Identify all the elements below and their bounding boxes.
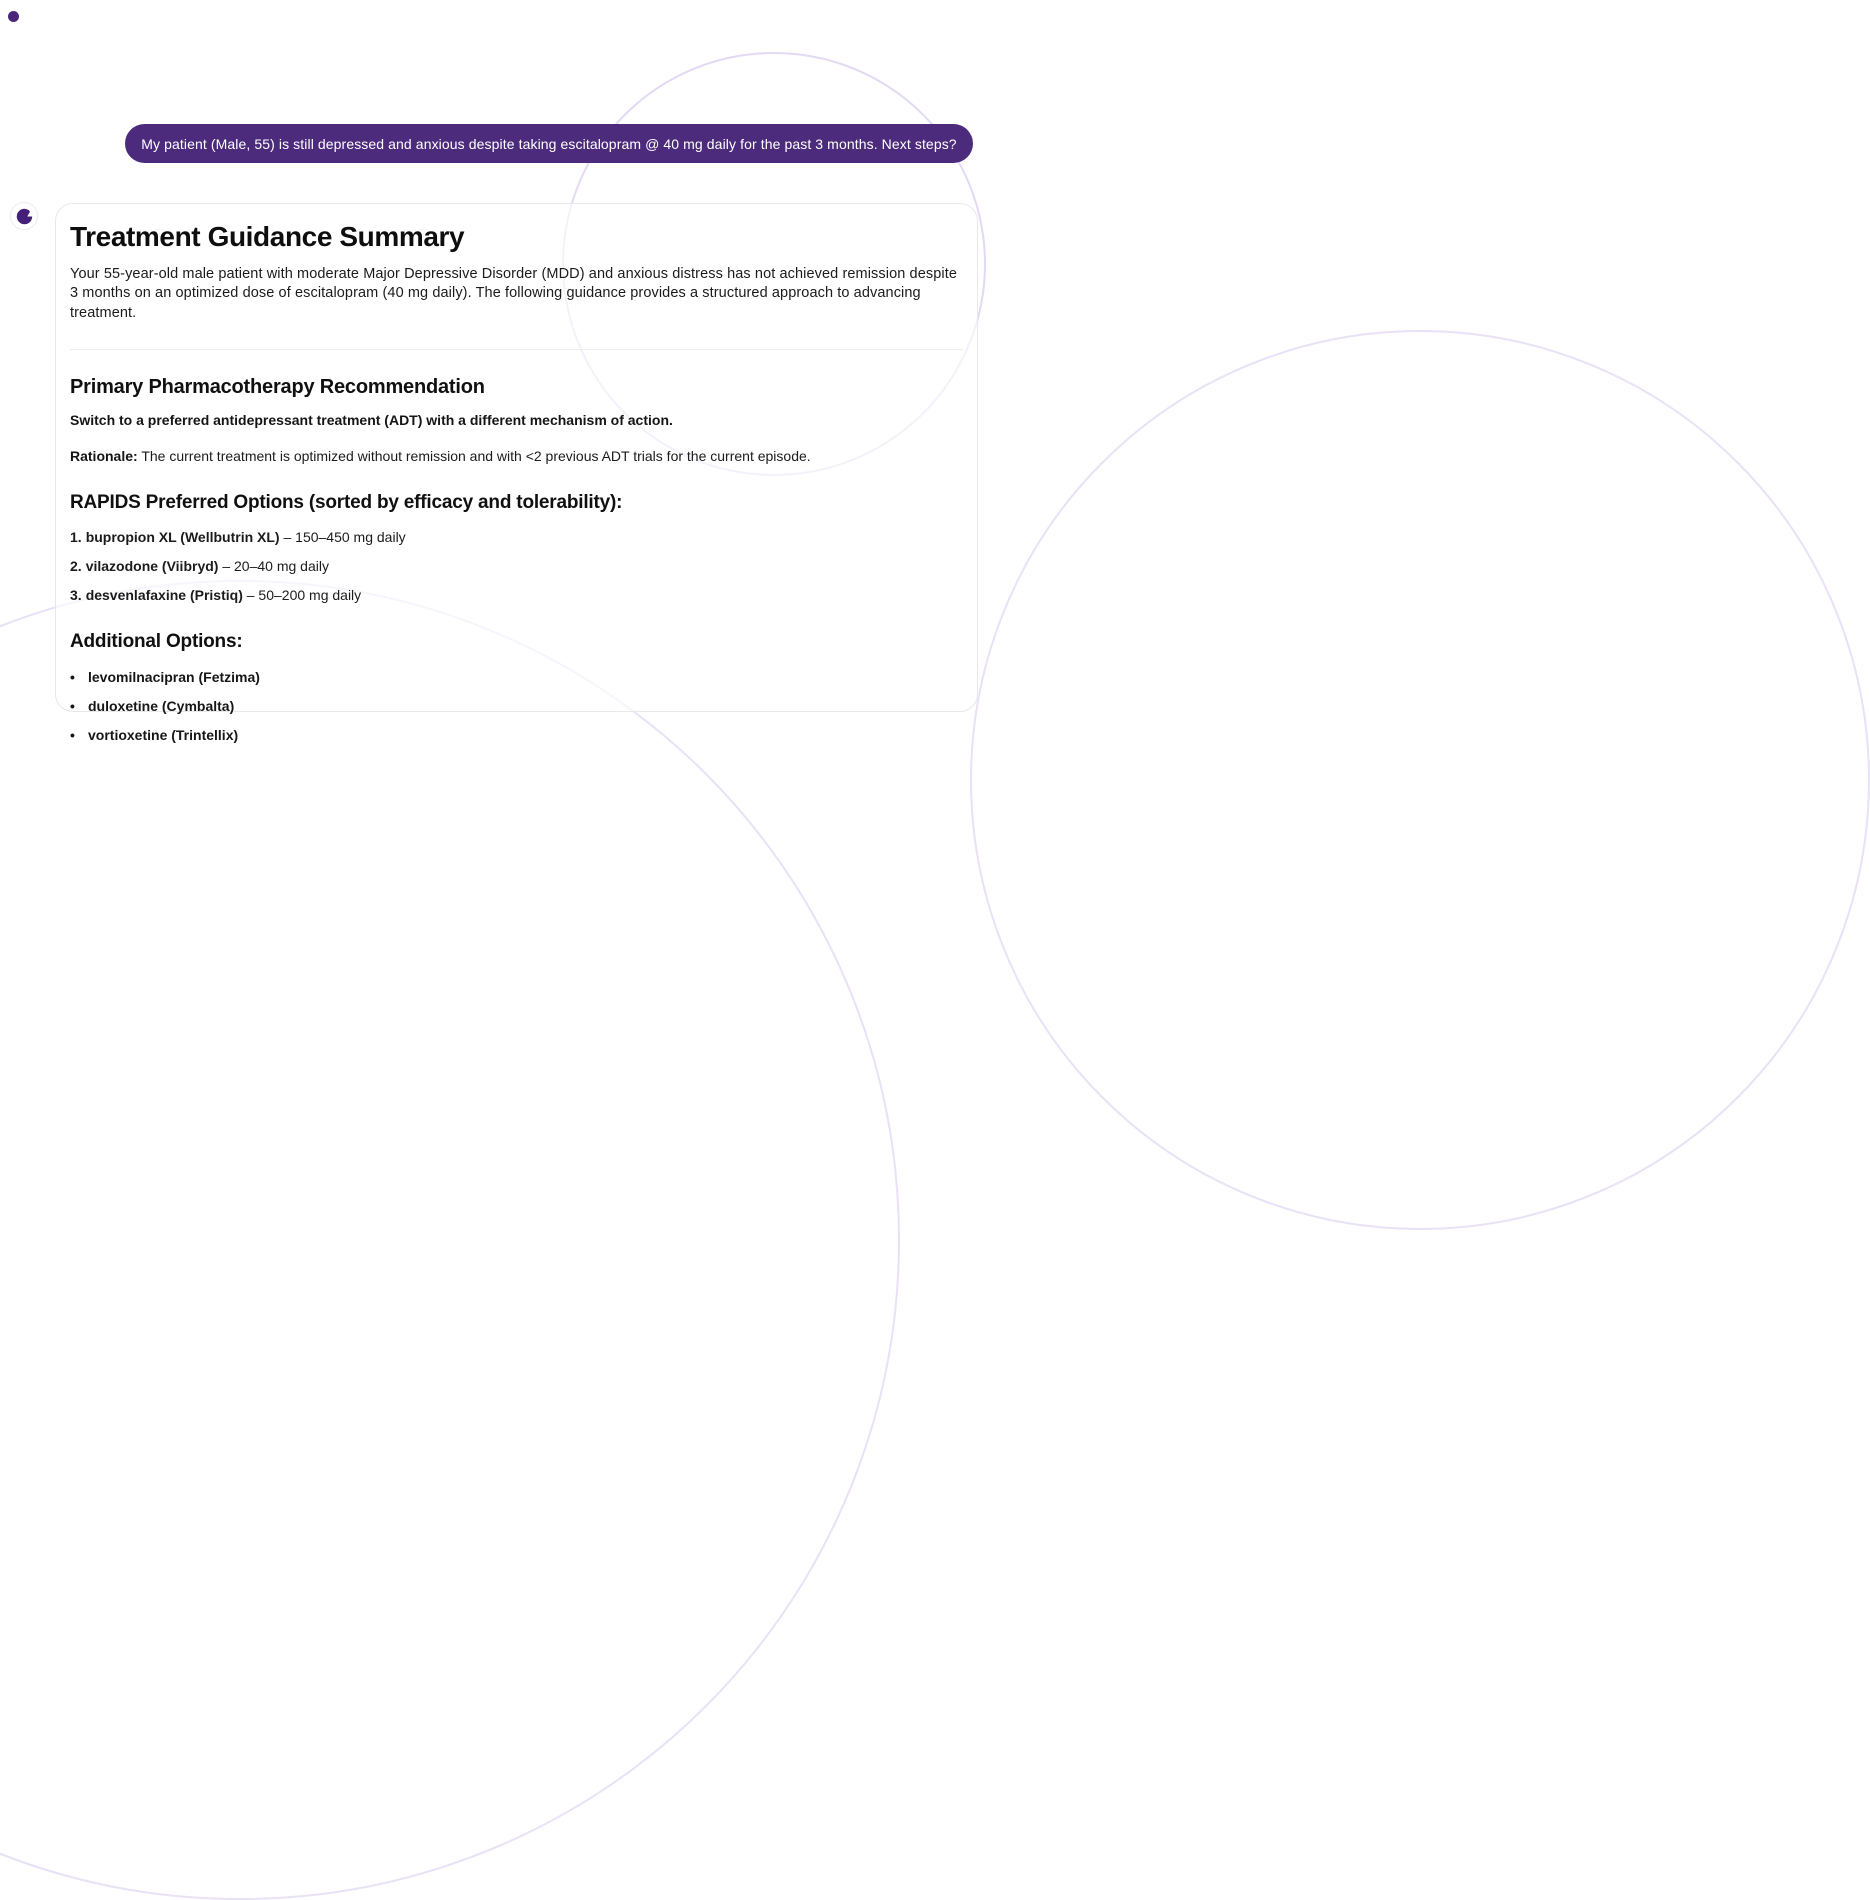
drug-name: desvenlafaxine (Pristiq) [85, 586, 243, 603]
drug-dose: – 20–40 mg daily [218, 557, 329, 574]
option-number: 2. [70, 557, 82, 574]
brand-dot-icon [8, 11, 19, 22]
assistant-logo-icon [16, 208, 33, 225]
section-divider [70, 349, 963, 350]
bullet-icon: • [70, 697, 75, 714]
list-item [70, 558, 963, 574]
drug-dose: – 150–450 mg daily [279, 528, 406, 545]
rationale-label: Rationale: [70, 447, 138, 464]
card-title: Treatment Guidance Summary [70, 221, 465, 252]
rapids-options-list [70, 529, 963, 603]
drug-name: vilazodone (Viibryd) [85, 557, 219, 574]
drug-name: bupropion XL (Wellbutrin XL) [85, 528, 280, 545]
additional-options-heading: Additional Options: [70, 630, 243, 652]
switch-recommendation-text: Switch to a preferred antidepressant treatment (ADT) with a different mechanism of action. [70, 411, 673, 428]
list-item [70, 587, 963, 603]
drug-name: vortioxetine (Trintellix) [88, 726, 239, 743]
rapids-options-heading: RAPIDS Preferred Options (sorted by efficacy and tolerability): [70, 491, 623, 513]
treatment-guidance-card [55, 203, 978, 743]
background-arc-decoration [0, 580, 900, 1900]
drug-name: duloxetine (Cymbalta) [88, 697, 235, 714]
assistant-avatar [10, 202, 38, 230]
primary-recommendation-heading: Primary Pharmacotherapy Recommendation [70, 375, 485, 398]
rationale-text: The current treatment is optimized without remission and with <2 previous ADT trials for the current episode. [137, 447, 811, 464]
bullet-icon: • [70, 668, 75, 685]
list-item [70, 727, 963, 743]
user-message-text: My patient (Male, 55) is still depressed and anxious despite taking escitalopram @ 40 mg daily for the past 3 months. Next steps? [141, 135, 957, 152]
chat-page [0, 0, 990, 830]
drug-dose: – 50–200 mg daily [242, 586, 362, 603]
user-message-bubble [125, 124, 973, 163]
intro-paragraph: Your 55-year-old male patient with moderate Major Depressive Disorder (MDD) and anxious distress has not achieved remission despite 3 months on an optimized dose of escitalopram (40 mg daily). The following guidance provides a structured approach to advancing treatment. [70, 265, 957, 322]
rationale-paragraph [70, 448, 963, 464]
drug-name: levomilnacipran (Fetzima) [88, 668, 260, 685]
additional-options-list [70, 669, 963, 743]
list-item [70, 698, 963, 714]
background-arc-decoration [970, 330, 1870, 1230]
option-number: 1. [70, 528, 82, 545]
option-number: 3. [70, 586, 82, 603]
bullet-icon: • [70, 726, 75, 743]
list-item [70, 529, 963, 545]
list-item [70, 669, 963, 685]
